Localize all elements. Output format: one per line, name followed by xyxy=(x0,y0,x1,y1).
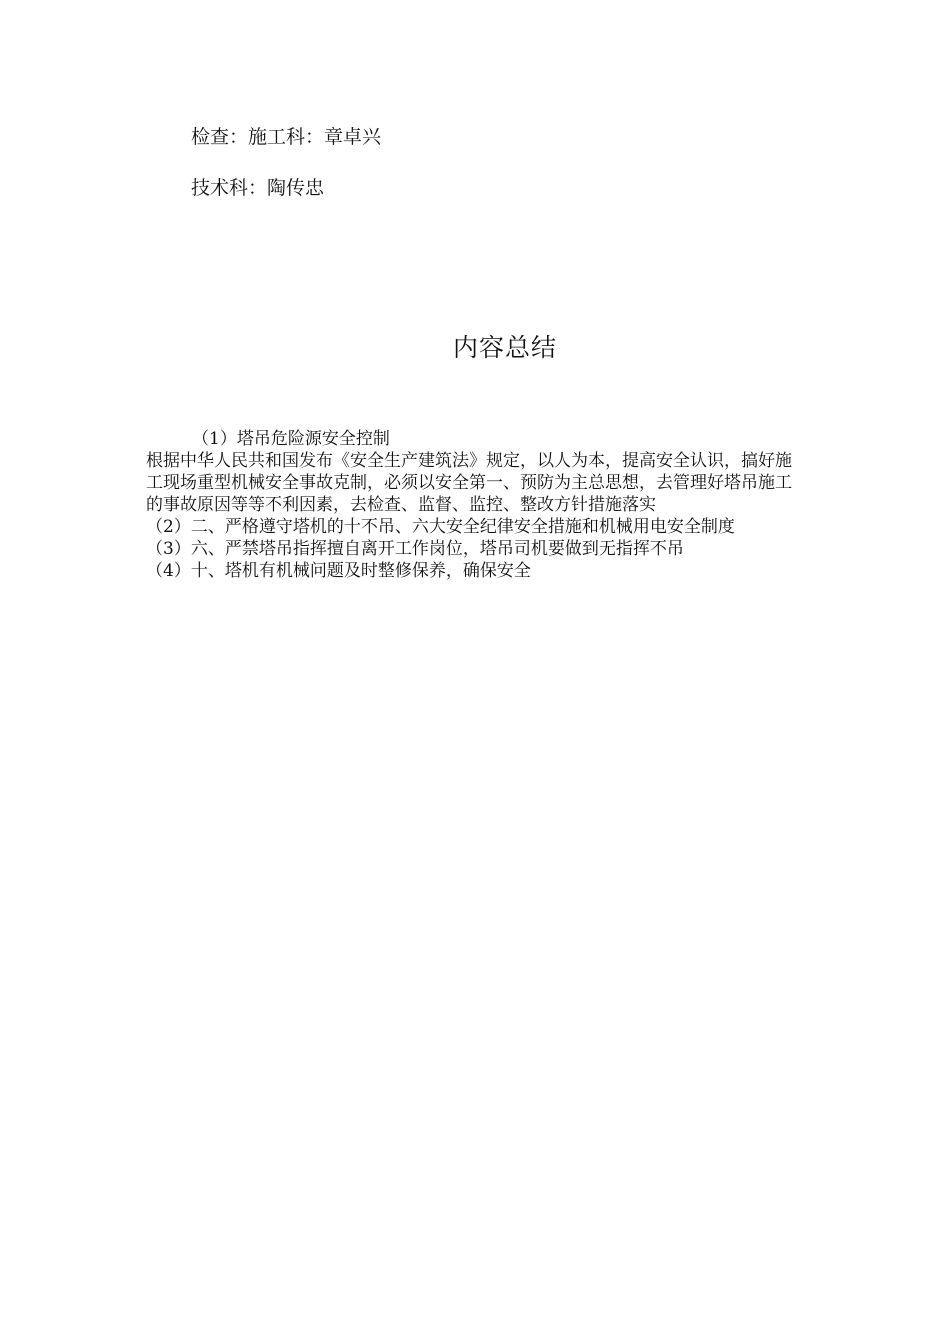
summary-body xyxy=(146,428,806,582)
summary-item-3: （3）六、严禁塔吊指挥擅自离开工作岗位，塔吊司机要做到无指挥不吊 xyxy=(146,539,684,559)
summary-item-1-body: 根据中华人民共和国发布《安全生产建筑法》规定，以人为本，提高安全认识，搞好施工现场重型机械安全事故克制，必须以安全第一、预防为主总思想，去管理好塔吊施工的事故原因等等不利因素，去检查、监督、监控、整改方针措施落实 xyxy=(146,451,792,515)
technical-signature-line: 技术科：陶传忠 xyxy=(191,177,325,199)
summary-item-1-heading: （1）塔吊危险源安全控制 xyxy=(192,429,390,449)
inspection-signature-line: 检查：施工科：章卓兴 xyxy=(191,126,382,148)
summary-item-2: （2）二、严格遵守塔机的十不吊、六大安全纪律安全措施和机械用电安全制度 xyxy=(146,517,735,537)
summary-item-4: （4）十、塔机有机械问题及时整修保养，确保安全 xyxy=(146,561,531,581)
summary-title: 内容总结 xyxy=(452,333,557,362)
